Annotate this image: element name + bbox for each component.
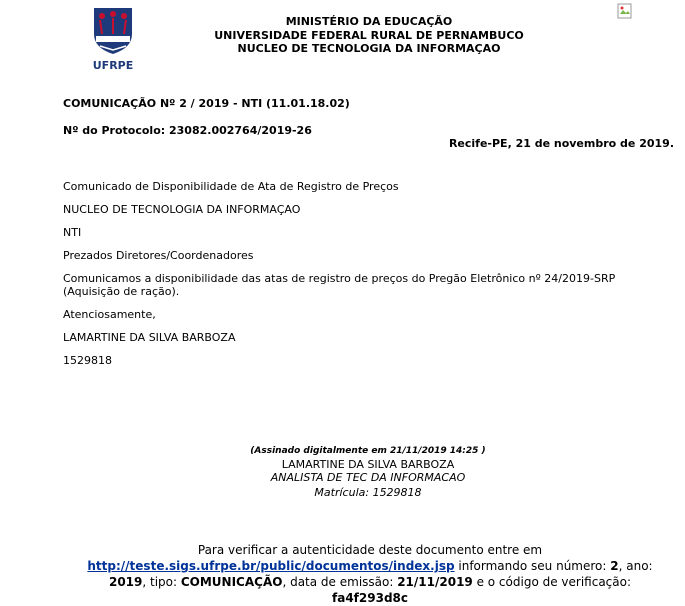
verification-line3 (70, 574, 670, 590)
signature-name: LAMARTINE DA SILVA BARBOZA (281, 458, 455, 471)
comunicacao-number: COMUNICAÇÃO Nº 2 / 2019 - NTI (11.01.18.02) (63, 97, 350, 110)
signature-matricula: Matrícula: 1529818 (314, 486, 422, 499)
signature-role: ANALISTA DE TEC DA INFORMACAO (270, 471, 466, 484)
body-closing: Atenciosamente, (63, 308, 156, 321)
body-salutation: Prezados Diretores/Coordenadores (63, 249, 254, 262)
broken-image-icon (617, 3, 633, 19)
body-message-line1: Comunicamos a disponibilidade das atas de registro de preços do Pregão Eletrônico nº 24/2019-SRP (63, 272, 616, 285)
body-message (63, 272, 663, 298)
verification-link[interactable]: http://teste.sigs.ufrpe.br/public/documentos/index.jsp (87, 559, 455, 573)
logo-label: UFRPE (92, 59, 134, 72)
body-signer-name: LAMARTINE DA SILVA BARBOZA (63, 331, 236, 344)
verification-notice (70, 542, 670, 606)
verification-text-c: , tipo: (142, 575, 181, 589)
body-signer-id: 1529818 (63, 354, 112, 367)
protocol-number: Nº do Protocolo: 23082.002764/2019-26 (63, 124, 312, 137)
header-ministerio: MINISTÉRIO DA EDUCAÇÃO (285, 15, 453, 28)
body-message-line2: (Aquisição de ração). (63, 285, 180, 298)
ufrpe-logo (88, 4, 138, 74)
verification-text-a: informando seu número: (454, 559, 611, 573)
verification-intro: Para verificar a autenticidade deste documento entre em (197, 543, 543, 557)
header-nucleo: NUCLEO DE TECNOLOGIA DA INFORMAÇAO (237, 42, 501, 55)
body-acronym: NTI (63, 226, 82, 239)
signature-timestamp: (Assinado digitalmente em 21/11/2019 14:25 ) (250, 446, 486, 456)
place-date: Recife-PE, 21 de novembro de 2019. (448, 137, 674, 150)
body-subject: Comunicado de Disponibilidade de Ata de Registro de Preços (63, 180, 399, 193)
verification-text-d: , data de emissão: (282, 575, 398, 589)
verification-year: 2019 (108, 575, 143, 589)
verification-type: COMUNICAÇÃO (180, 575, 283, 589)
header-universidade: UNIVERSIDADE FEDERAL RURAL DE PERNAMBUCO (214, 28, 524, 42)
verification-line4 (70, 590, 670, 606)
institution-header (200, 15, 538, 56)
body-department: NUCLEO DE TECNOLOGIA DA INFORMAÇAO (63, 203, 301, 216)
verification-code: fa4f293d8c (332, 591, 408, 605)
verification-line2 (70, 558, 670, 574)
verification-date: 21/11/2019 (397, 575, 473, 589)
verification-text-e: e o código de verificação: (472, 575, 632, 589)
verification-text-b: , ano: (618, 559, 653, 573)
verification-number: 2 (610, 559, 619, 573)
